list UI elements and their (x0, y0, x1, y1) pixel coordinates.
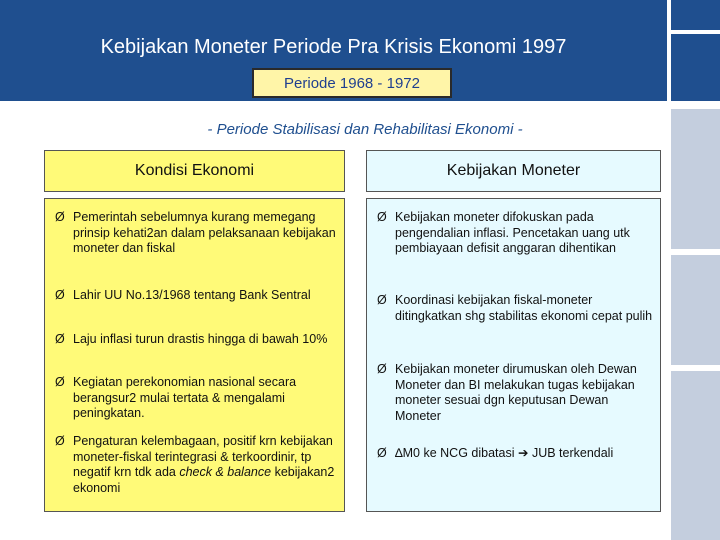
list-item-text: Koordinasi kebijakan fiskal-moneter ditingkatkan shg stabilitas ekonomi cepat pulih (395, 293, 653, 323)
list-item (377, 210, 654, 257)
list-item-text: Lahir UU No.13/1968 tentang Bank Sentral (73, 288, 311, 302)
list-item (55, 210, 338, 257)
bullet-icon: Ø (55, 288, 65, 302)
list-item (55, 288, 338, 304)
side-block-light (671, 371, 720, 540)
list-item (55, 375, 338, 422)
list-item-text: Pengaturan kelembagaan, positif krn kebijakan moneter-fiskal terintegrasi & terkoordinir, tp negatif krn tdk ada (73, 434, 333, 479)
list-item-text: ∆M0 ke NCG dibatasi (395, 446, 515, 460)
list-item-text: kebijakan2 ekonomi (73, 465, 335, 495)
side-block-light (671, 255, 720, 365)
list-item-text: Kegiatan perekonomian nasional secara berangsur2 mulai tertata & mengalami peningkatan. (73, 375, 297, 420)
bullet-icon: Ø (55, 210, 65, 224)
bullet-icon: Ø (55, 332, 65, 346)
bullet-icon: Ø (377, 362, 387, 376)
list-item-text-italic: check & balance (179, 465, 272, 479)
list-item (377, 293, 654, 324)
page-title: Kebijakan Moneter Periode Pra Krisis Ekonomi 1997 (100, 36, 567, 58)
list-item (55, 332, 338, 348)
bullet-icon: Ø (55, 434, 65, 448)
list-item-text: Kebijakan moneter dirumuskan oleh Dewan Moneter dan BI melakukan tugas kebijakan moneter sesuai dgn keputusan Dewan Moneter (395, 362, 637, 423)
bullet-icon: Ø (377, 210, 387, 224)
list-item-text: Pemerintah sebelumnya kurang memegang prinsip kehati2an dalam pelaksanaan kebijakan moneter dan fiskal (73, 210, 336, 255)
list-item (55, 434, 338, 496)
list-item (377, 446, 654, 462)
period-badge: Periode 1968 - 1972 (252, 68, 452, 98)
right-column-header: Kebijakan Moneter (366, 150, 661, 192)
left-column-header: Kondisi Ekonomi (44, 150, 345, 192)
subtitle: - Periode Stabilisasi dan Rehabilitasi Ekonomi - (207, 121, 523, 138)
list-item-text: Laju inflasi turun drastis hingga di bawah 10% (73, 332, 328, 346)
bullet-icon: Ø (377, 293, 387, 307)
decorative-side-strip (667, 0, 720, 540)
bullet-icon: Ø (377, 446, 387, 460)
side-block-top (671, 0, 720, 30)
list-item-text: Kebijakan moneter difokuskan pada pengendalian inflasi. Pencetakan uang utk pembiayaan defisit anggaran dihentikan (395, 210, 630, 255)
list-item (377, 362, 654, 424)
bullet-icon: Ø (55, 375, 65, 389)
side-block-dark (671, 34, 720, 101)
right-column-body (366, 198, 661, 512)
arrow-right-icon: ➔ (517, 446, 529, 460)
left-column-body (44, 198, 345, 512)
list-item-text: JUB terkendali (531, 446, 614, 460)
